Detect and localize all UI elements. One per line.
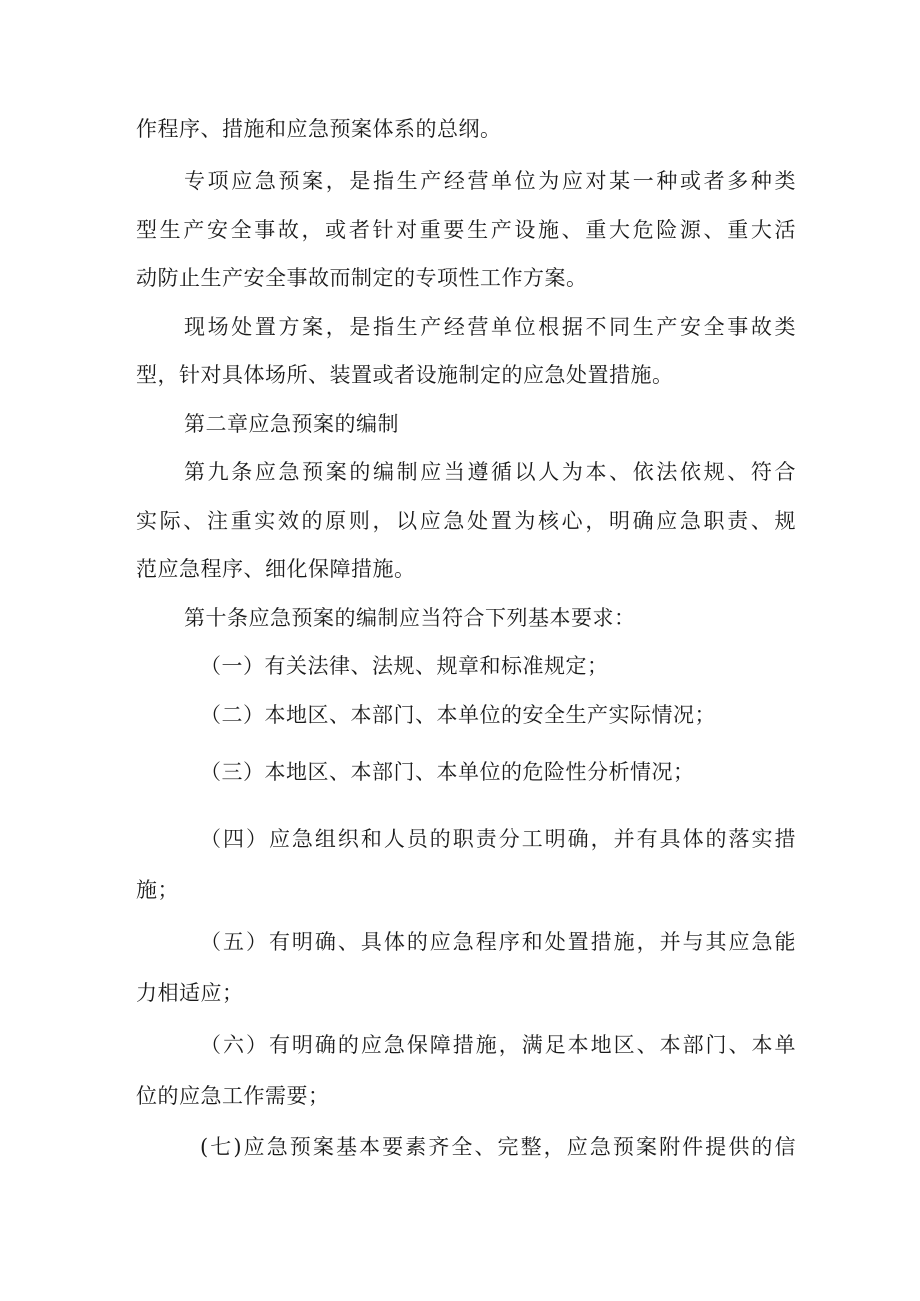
- paragraph-line: 型，针对具体场所、装置或者设施制定的应急处置措施。: [136, 363, 674, 387]
- paragraph-line: 专项应急预案，是指生产经营单位为应对某一种或者多种类: [184, 169, 796, 193]
- paragraph-line: 现场处置方案，是指生产经营单位根据不同生产安全事故类: [184, 315, 796, 339]
- list-item: (七)应急预案基本要素齐全、完整，应急预案附件提供的信: [200, 1135, 796, 1159]
- list-item: （二）本地区、本部门、本单位的安全生产实际情况；: [200, 703, 716, 727]
- paragraph-line: 动防止生产安全事故而制定的专项性工作方案。: [136, 266, 588, 290]
- paragraph-line: 第九条应急预案的编制应当遵循以人为本、依法依规、符合: [184, 460, 796, 484]
- list-item: （四）应急组织和人员的职责分工明确，并有具体的落实措: [200, 827, 796, 851]
- list-item-continuation: 力相适应；: [136, 981, 244, 1005]
- paragraph-line: 作程序、措施和应急预案体系的总纲。: [136, 117, 502, 141]
- paragraph-line: 第十条应急预案的编制应当符合下列基本要求：: [184, 606, 636, 630]
- list-item-continuation: 位的应急工作需要；: [136, 1084, 330, 1108]
- list-item: （六）有明确的应急保障措施，满足本地区、本部门、本单: [200, 1033, 796, 1057]
- paragraph-line: 实际、注重实效的原则，以应急处置为核心，明确应急职责、规: [136, 509, 796, 533]
- list-item: （一）有关法律、法规、规章和标准规定；: [200, 654, 609, 678]
- chapter-heading: 第二章应急预案的编制: [184, 412, 399, 436]
- list-item: （五）有明确、具体的应急程序和处置措施，并与其应急能: [200, 930, 796, 954]
- paragraph-line: 型生产安全事故，或者针对重要生产设施、重大危险源、重大活: [136, 218, 796, 242]
- list-item: （三）本地区、本部门、本单位的危险性分析情况；: [200, 760, 695, 784]
- paragraph-line: 范应急程序、细化保障措施。: [136, 557, 416, 581]
- list-item-continuation: 施；: [136, 878, 179, 902]
